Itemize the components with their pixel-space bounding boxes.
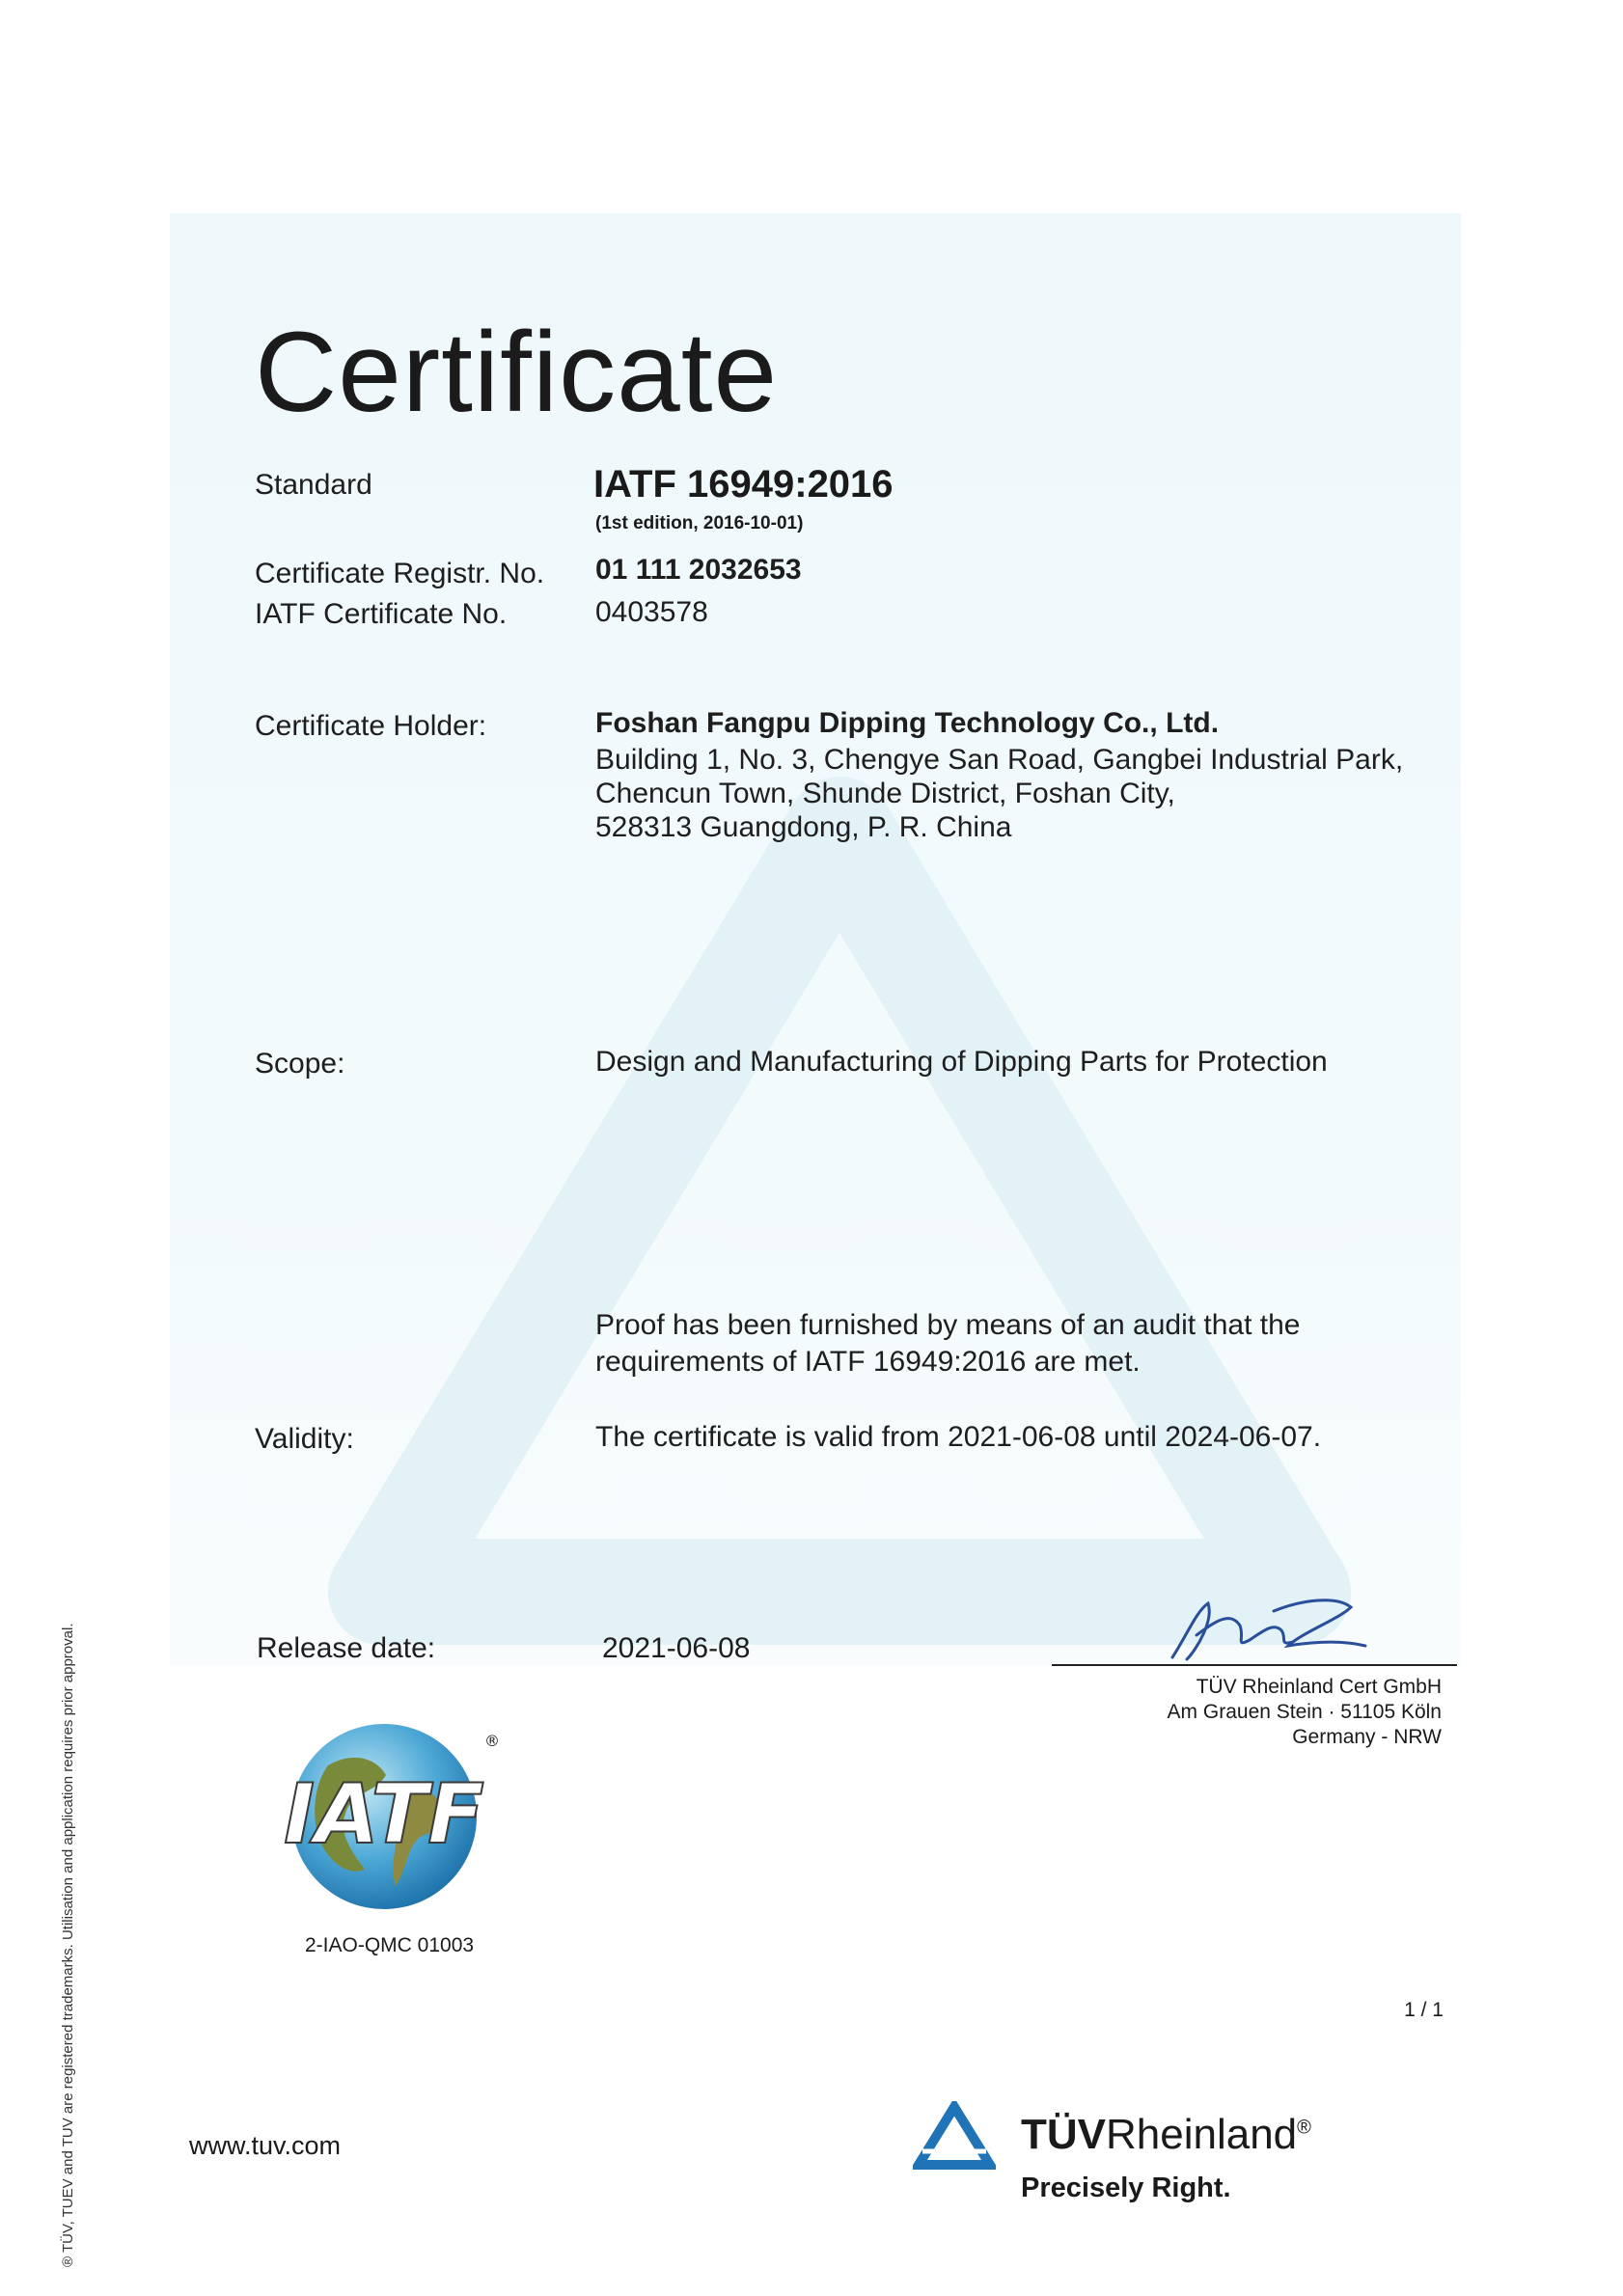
tuv-brand-name: TÜVRheinland® bbox=[1021, 2111, 1311, 2158]
release-label: Release date: bbox=[257, 1632, 436, 1664]
signature bbox=[1158, 1582, 1380, 1669]
standard-label: Standard bbox=[255, 469, 372, 501]
scope-value: Design and Manufacturing of Dipping Parts for Protection bbox=[595, 1046, 1328, 1078]
holder-label: Certificate Holder: bbox=[255, 710, 487, 742]
scope-label: Scope: bbox=[255, 1048, 345, 1080]
issuer-address: Am Grauen Stein · 51105 Köln bbox=[1167, 1701, 1442, 1723]
registr-label: Certificate Registr. No. bbox=[255, 558, 545, 589]
iatf-logo-text: IATF bbox=[284, 1766, 484, 1863]
release-value: 2021-06-08 bbox=[602, 1632, 751, 1664]
svg-text:®: ® bbox=[484, 1732, 500, 1750]
validity-value: The certificate is valid from 2021-06-08 until 2024-06-07. bbox=[595, 1421, 1322, 1453]
iatf-code: 2-IAO-QMC 01003 bbox=[305, 1934, 475, 1956]
standard-value: IATF 16949:2016 bbox=[593, 463, 894, 506]
holder-address-line: Building 1, No. 3, Chengye San Road, Gangbei Industrial Park, bbox=[595, 744, 1404, 776]
holder-address-line: 528313 Guangdong, P. R. China bbox=[595, 811, 1012, 843]
validity-label: Validity: bbox=[255, 1423, 354, 1455]
holder-name: Foshan Fangpu Dipping Technology Co., Ltd. bbox=[595, 707, 1220, 739]
standard-edition: (1st edition, 2016-10-01) bbox=[595, 513, 804, 533]
trademark-side-note: ® TÜV, TUEV and TUV are registered trademarks. Utilisation and application requires prior approval. bbox=[60, 1623, 76, 2267]
iatf-no-value: 0403578 bbox=[595, 596, 708, 628]
certificate-title: Certificate bbox=[255, 309, 779, 436]
registr-value: 01 111 2032653 bbox=[595, 554, 802, 586]
page-number: 1 / 1 bbox=[1404, 1999, 1444, 2021]
tuv-tagline: Precisely Right. bbox=[1021, 2173, 1231, 2203]
issuer-region: Germany - NRW bbox=[1292, 1726, 1442, 1748]
iatf-globe-logo bbox=[261, 1708, 502, 1920]
issuer-name: TÜV Rheinland Cert GmbH bbox=[1196, 1676, 1442, 1698]
website-link[interactable]: www.tuv.com bbox=[189, 2131, 342, 2160]
proof-line: Proof has been furnished by means of an audit that the bbox=[595, 1309, 1301, 1341]
signature-line bbox=[1052, 1664, 1457, 1666]
tuv-triangle-icon bbox=[913, 2101, 996, 2171]
proof-line: requirements of IATF 16949:2016 are met. bbox=[595, 1346, 1141, 1378]
iatf-no-label: IATF Certificate No. bbox=[255, 598, 508, 630]
holder-address-line: Chencun Town, Shunde District, Foshan City, bbox=[595, 778, 1175, 809]
